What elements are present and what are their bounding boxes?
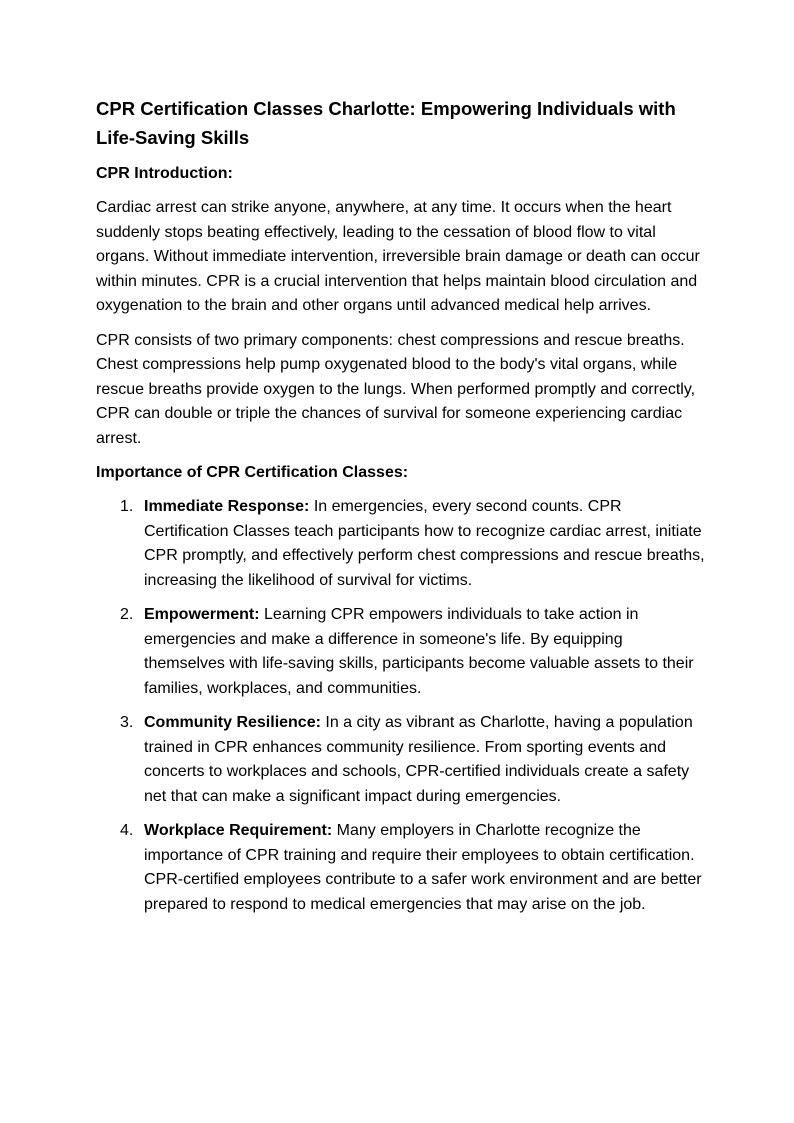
list-item-lead: Workplace Requirement: <box>144 822 333 839</box>
list-item-lead: Empowerment: <box>144 606 260 623</box>
list-item <box>96 819 706 917</box>
list-item-lead: Community Resilience: <box>144 714 321 731</box>
list-item-number: 4. <box>120 822 134 839</box>
list-item-number: 1. <box>120 498 134 515</box>
list-item-number: 3. <box>120 714 134 731</box>
list-item <box>96 603 706 701</box>
intro-heading: CPR Introduction: <box>96 165 233 182</box>
document-page <box>96 94 706 927</box>
list-item-text: Many employers in Charlotte recognize the importance of CPR training and require their employees to obtain certification. CPR-certified employees contribute to a safer work environment and are better prepared to respond to medical emergencies that may arise on the job. <box>144 822 702 913</box>
list-item-text: Learning CPR empowers individuals to take action in emergencies and make a difference in someone's life. By equipping themselves with life-saving skills, participants become valuable assets to their families, workplaces, and communities. <box>144 606 694 697</box>
importance-list <box>96 495 706 917</box>
intro-paragraph: CPR consists of two primary components: chest compressions and rescue breaths. Chest compressions help pump oxygenated blood to the body's vital organs, while rescue breaths provide oxygen to the lungs. When performed promptly and correctly, CPR can double or triple the chances of survival for someone experiencing cardiac arrest. <box>96 331 696 447</box>
list-item-text: In emergencies, every second counts. CPR Certification Classes teach participants how to recognize cardiac arrest, initiate CPR promptly, and effectively perform chest compressions and rescue breaths, increasing the likelihood of survival for victims. <box>144 498 705 589</box>
importance-heading: Importance of CPR Certification Classes: <box>96 464 409 481</box>
list-item <box>96 495 706 593</box>
document-title: CPR Certification Classes Charlotte: Empowering Individuals with Life-Saving Skills <box>96 98 676 148</box>
list-item <box>96 711 706 809</box>
list-item-lead: Immediate Response: <box>144 498 310 515</box>
intro-paragraph: Cardiac arrest can strike anyone, anywhere, at any time. It occurs when the heart suddenly stops beating effectively, leading to the cessation of blood flow to vital organs. Without immediate intervention, irreversible brain damage or death can occur within minutes. CPR is a crucial intervention that helps maintain blood circulation and oxygenation to the brain and other organs until advanced medical help arrives. <box>96 199 700 314</box>
list-item-number: 2. <box>120 606 134 623</box>
list-item-text: In a city as vibrant as Charlotte, having a population trained in CPR enhances community resilience. From sporting events and concerts to workplaces and schools, CPR-certified individuals create a safety net that can make a significant impact during emergencies. <box>144 714 693 805</box>
